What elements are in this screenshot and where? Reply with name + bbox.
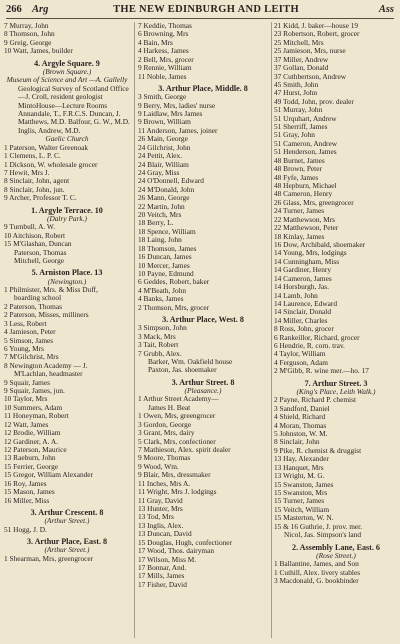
directory-entry: 17 Wood, Thos. dairyman (138, 546, 215, 556)
directory-entry: 7 Murray, John (4, 22, 49, 30)
directory-entry: 13 Tod, Mrs (138, 512, 174, 522)
directory-entry: 16 Miller, Miss (4, 495, 50, 505)
directory-entry: 49 Todd, John, prov. dealer (274, 96, 354, 106)
directory-entry: 25 Jamieson, Mrs, nurse (274, 46, 346, 56)
directory-entry: 47 Hurst, John (274, 88, 318, 98)
directory-entry: 15 Swanston, James (274, 479, 334, 489)
entry-continuation: Nicol, Jas. Simpson's land (284, 530, 362, 540)
directory-entry: 48 Hepburn, Michael (274, 181, 337, 191)
directory-entry: 10 Taylor, Mrs (4, 394, 48, 404)
column-3 (274, 22, 398, 640)
entry-continuation: Geological Survey of Scotland Office—J. Croll, resident geologist (18, 83, 129, 102)
directory-entry: 8 Thomson, John (4, 29, 55, 39)
directory-entry: 1 Owen, Mrs, greengrocer (138, 411, 216, 421)
directory-entry: 12 Watt, James (4, 419, 49, 429)
directory-entry: 15 Gregor, William Alexander (4, 470, 94, 480)
directory-entry: 48 Burnet, James (274, 155, 325, 165)
directory-entry: 4 Ferguson, Adam (274, 357, 328, 367)
directory-entry: 6 Rankeillor, Richard, grocer (274, 332, 360, 342)
directory-entry: 11 Honeyman, Robert (4, 411, 69, 421)
directory-entry: 16 Duncan, James (138, 252, 192, 262)
directory-entry: 13 Inglis, Alex. (138, 520, 184, 530)
directory-entry: 4 M'Beath, John (138, 285, 187, 295)
directory-entry: 4 Harkess, James (138, 46, 189, 56)
directory-entry: 24 Blair, William (138, 159, 189, 169)
directory-entry: 21 Kidd, J. baker—house 19 (274, 22, 359, 30)
directory-entry: 6 Geddes, Robert, baker (138, 277, 210, 287)
street-heading: 7. Arthur Street. 3 (304, 378, 368, 388)
directory-entry: 18 Kinlay, James (274, 231, 325, 241)
directory-entry: 2 Paterson, Thomas (4, 301, 62, 311)
directory-entry: 9 Squair, James, jun. (4, 386, 65, 396)
directory-entry: 9 Archer, Professor T. C. (4, 193, 77, 203)
directory-entry: 2 Thomson, Mrs, grocer (138, 302, 210, 312)
directory-entry: 3 Tait, Robert (138, 340, 179, 350)
directory-entry: 15 Turner, James (274, 496, 325, 506)
column-divider (134, 22, 135, 638)
directory-entry: 3 Less, Robert (4, 318, 47, 328)
directory-entry: 4 Banks, James (138, 294, 184, 304)
directory-entry: 7 Hewit, Mrs J. (4, 167, 50, 177)
entry-continuation: James H. Beat (148, 402, 191, 412)
street-subtitle: Museum of Science and Art —A. Gallelly (6, 75, 128, 85)
street-heading: 5. Arniston Place. 13 (31, 268, 103, 278)
street-subtitle: (Arthur Street.) (44, 545, 90, 555)
directory-entry: 3 Sandford, Daniel (274, 403, 330, 413)
directory-entry: 3 Macdonald, G. bookbinder (274, 575, 359, 585)
directory-entry: 13 Hanquet, Mrs (274, 462, 324, 472)
street-heading: 3. Arthur Place, East. 8 (26, 537, 108, 547)
directory-entry: 51 Cameron, Andrew (274, 138, 338, 148)
page-title: THE NEW EDINBURGH AND LEITH (113, 4, 299, 15)
directory-entry: 4 Jamieson, Peter (4, 327, 56, 337)
directory-entry: 10 Mercer, James (138, 260, 190, 270)
directory-entry: 24 M'Donald, John (138, 184, 195, 194)
directory-entry: 17 Mills, James (138, 571, 185, 581)
directory-entry: 51 Murray, John (274, 105, 323, 115)
directory-entry: 15 Masterton, W. N. (274, 513, 334, 523)
directory-entry: 9 Moore, Thomas (138, 453, 191, 463)
street-heading: 2. Assembly Lane, East. 6 (292, 542, 380, 552)
directory-entry: 37 Miller, Andrew (274, 54, 329, 64)
directory-entry: 9 Laidlaw, Mrs James (138, 109, 203, 118)
directory-entry: 1 Paterson, Walter Greenoak (4, 142, 89, 152)
directory-entry: 15 & 16 Guthrie, J. prov. mer. (274, 521, 363, 531)
directory-entry: 3 Smith, George (138, 92, 187, 102)
directory-entry: 11 Inches, Mrs A. (138, 478, 191, 488)
directory-entry: 22 Matthewson, Peter (274, 223, 339, 233)
directory-entry: 1 Cuthill, Alex. livery stables (274, 567, 361, 577)
directory-entry: 16 Dow, Archibald, shoemaker (274, 239, 366, 249)
street-subtitle: Gaelic Church (45, 134, 89, 144)
directory-entry: 26 Main, George (138, 134, 188, 144)
page-number: 266 (6, 4, 22, 15)
directory-entry: 7 Grubb, Alex. (138, 348, 182, 358)
directory-entry: 4 Moran, Thomas (274, 420, 327, 430)
street-subtitle: (King's Place, Leith Walk.) (296, 386, 376, 396)
directory-entry: 15 Veitch, William (274, 504, 330, 514)
directory-entry: 13 Raeburn, John (4, 453, 56, 463)
directory-entry: 11 Noble, James (138, 71, 187, 81)
directory-entry: 4 Taylor, William (274, 349, 326, 359)
directory-entry: 5 Johnston, W. M. (274, 429, 328, 439)
directory-entry: 13 Duncan, David (138, 529, 192, 539)
directory-entry: 9 Turnbull, A. W. (4, 222, 56, 232)
directory-entry: 9 Rennie, William (138, 63, 192, 73)
directory-entry: 24 O'Donnell, Edward (138, 176, 204, 186)
directory-entry: 14 Horsburgh, Jas. (274, 282, 329, 292)
street-heading: 3. Arthur Place, Middle. 8 (158, 83, 248, 93)
directory-entry: 10 Payne, Edmund (138, 269, 194, 279)
street-subtitle: (Newington.) (47, 276, 87, 286)
directory-entry: 51 Gray, John (274, 130, 315, 140)
entry-continuation: M'Lachlan, headmaster (14, 369, 83, 379)
directory-entry: 13 Wright, M. G. (274, 471, 325, 481)
directory-entry: 9 Blair, Mrs, dressmaker (138, 470, 211, 480)
directory-entry: 51 Hogg, J. D. (4, 524, 47, 534)
street-subtitle: (Dalry Park.) (47, 213, 87, 223)
directory-entry: 18 Spence, William (138, 226, 196, 236)
column-2 (138, 22, 268, 640)
directory-entry: 2 M'Gibb, R. wine mer.—ho. 17 (274, 366, 369, 376)
directory-entry: 8 Sinclair, John, jun. (4, 184, 65, 194)
directory-entry: 3 Grant, Mrs, dairy (138, 428, 195, 438)
directory-entry: 2 Payne, Richard P. chemist (274, 395, 356, 405)
header-left-word: Arg (32, 4, 49, 15)
directory-entry: 14 Lamb, John (274, 290, 318, 300)
directory-entry: 20 Veitch, Mrs (138, 210, 182, 220)
directory-entry: 51 Sherriff, James (274, 122, 328, 132)
street-heading: 3. Arthur Crescent. 8 (30, 507, 104, 517)
directory-entry: 1 Shearman, Mrs, greengrocer (4, 553, 94, 563)
directory-entry: 11 Gray, David (138, 495, 183, 505)
directory-entry: 24 Gray, Miss (138, 167, 180, 177)
street-heading: 1. Argyle Terrace. 10 (31, 205, 103, 215)
column-divider (271, 22, 272, 638)
header-right-word: Ass (378, 4, 394, 15)
directory-entry: 14 Young, Mrs, lodgings (274, 248, 347, 258)
directory-entry: 13 Hunter, Mrs (138, 503, 183, 513)
street-subtitle: (Brown Square.) (42, 66, 92, 76)
street-subtitle: (Pleasance.) (184, 386, 222, 396)
directory-entry: 15 Swanston, Mrs (274, 487, 328, 497)
directory-entry: 2 Paterson, Misses, milliners (4, 310, 89, 320)
directory-entry: 12 Paterson, Maurice (4, 445, 67, 455)
directory-entry: 23 Robertson, Robert, grocer (274, 29, 360, 39)
directory-entry: 18 Berry, L. (138, 218, 174, 228)
directory-entry: 15 Douglas, Hugh, confectioner (138, 537, 233, 547)
directory-entry: 16 Roy, James (4, 478, 47, 488)
street-heading: 3. Arthur Place, West. 8 (162, 315, 244, 325)
street-heading: 4. Argyle Square. 9 (34, 58, 100, 68)
directory-entry: 4 Bain, Mrs (138, 37, 173, 47)
directory-entry: 48 Cameron, Henry (274, 189, 333, 199)
directory-entry: 9 Brown, William (138, 117, 191, 127)
directory-entry: 4 Shield, Richard (274, 412, 326, 422)
directory-entry: 26 Mann, George (138, 193, 190, 203)
directory-entry: 25 Mitchell, Mrs (274, 37, 324, 47)
directory-entry: 11 Anderson, James, joiner (138, 125, 218, 135)
directory-entry: 7 Keddie, Thomas (138, 22, 192, 30)
column-1 (4, 22, 130, 640)
directory-entry: 10 Summers, Adam (4, 402, 63, 412)
directory-entry: 48 Fyfe, James (274, 172, 319, 182)
directory-entry: 7 M'Gilchrist, Mrs (4, 352, 59, 362)
directory-entry: 14 Gardiner, Henry (274, 265, 332, 275)
directory-entry: 10 Aitchison, Robert (4, 230, 65, 240)
directory-entry: 3 Gordon, George (138, 419, 192, 429)
directory-entry: 17 Wilson, Miss M. (138, 554, 197, 564)
entry-continuation: Paterson, Thomas (14, 247, 67, 257)
directory-entry: 12 Brodie, William (4, 428, 61, 438)
directory-entry: 48 Brown, Peter (274, 164, 322, 174)
directory-entry: 5 Simson, James (4, 335, 54, 345)
directory-entry: 9 Wood, Wm. (138, 461, 179, 471)
directory-entry: 1 Philmister, Mrs. & Miss Duff, (4, 285, 98, 294)
directory-entry: 5 Clark, Mrs, confectioner (138, 436, 216, 446)
directory-entry: 10 Watt, James, builder (4, 46, 73, 56)
directory-entry: 37 Cuthbertson, Andrew (274, 71, 347, 81)
directory-entry: 24 Pettit, Alex. (138, 151, 183, 161)
directory-entry: 24 Turner, James (274, 206, 325, 216)
directory-entry: 6 Hendrie, R. corn. trav. (274, 341, 345, 351)
directory-entry: 8 Sinclair, John, agent (4, 176, 70, 186)
directory-entry: 9 Pike, R. chemist & druggist (274, 445, 362, 455)
directory-entry: 14 Cameron, James (274, 273, 332, 283)
directory-entry: 8 Sinclair, John (274, 437, 320, 447)
directory-entry: 15 M'Glashan, Duncan (4, 239, 72, 249)
street-subtitle: (Rose Street.) (316, 550, 356, 560)
street-subtitle: (Arthur Street.) (44, 516, 90, 526)
directory-entry: 37 Gollan, Donald (274, 63, 329, 73)
entry-continuation: boarding school (14, 293, 62, 303)
directory-entry: 15 Mason, James (4, 487, 55, 497)
directory-entry: 9 Squair, James (4, 377, 51, 387)
directory-entry: 11 Wright, Mrs J. lodgings (138, 487, 217, 497)
directory-entry: 7 Mathieson, Alex. spirit dealer (138, 445, 231, 455)
directory-entry: 45 Smith, John (274, 79, 319, 89)
directory-entry: 1 Ballantine, James, and Son (274, 559, 359, 569)
directory-entry: 3 Mack, Mrs (138, 331, 176, 341)
page-header (6, 4, 394, 19)
entry-continuation: Barker, Wm. Oakfield house (148, 357, 233, 367)
directory-entry: 6 Browning, Mrs (138, 29, 189, 39)
directory-entry: 14 Sinclair, Donald (274, 307, 332, 317)
directory-entry: 1 Dickson, W. wholesale grocer (4, 159, 98, 169)
directory-entry: 22 Martin, John (138, 201, 185, 211)
directory-entry: 3 Simpson, John (138, 323, 187, 333)
directory-entry: 51 Henderson, James (274, 147, 337, 157)
directory-entry: 9 Greig, George (4, 37, 52, 47)
directory-entry: 14 Miller, Charles (274, 315, 328, 325)
directory-entry: 13 Hay, Alexander (274, 454, 329, 464)
directory-entry: 8 Ross, John, grocer (274, 324, 334, 334)
directory-entry: 51 Urquhart, Andrew (274, 113, 337, 123)
directory-entry: 14 Cunningham, Miss (274, 256, 340, 266)
directory-entry: 9 Berry, Mrs, ladies' nurse (138, 100, 216, 110)
directory-entry: 17 Fisher, David (138, 579, 187, 589)
street-heading: 3. Arthur Street. 8 (171, 377, 235, 387)
directory-entry: 6 Young, Mrs (4, 343, 44, 353)
directory-entry: 18 Laing, John (138, 235, 182, 245)
directory-entry: 1 Arthur Street Academy— (138, 394, 219, 404)
entry-continuation: Paxton, Jas. shoemaker (148, 365, 217, 375)
entry-continuation: Mitchell, George (14, 255, 65, 265)
directory-entry: 18 Thomson, James (138, 243, 197, 253)
directory-entry: 1 Clemens, L. P. C. (4, 151, 61, 161)
directory-entry: 17 Bonnar, And. (138, 562, 187, 572)
directory-entry: 2 Bell, Mrs, grocer (138, 54, 194, 64)
directory-entry: 15 Ferrier, George (4, 461, 59, 471)
directory-entry: 26 Glass, Mrs, greengrocer (274, 197, 354, 207)
directory-entry: 14 Laurence, Edward (274, 298, 338, 308)
directory-entry: 22 Matthewson, Mrs (274, 214, 335, 224)
directory-entry: 12 Gardiner, A. A. (4, 436, 58, 446)
directory-entry: 8 Newington Academy — J. (4, 360, 88, 370)
directory-entry: 24 Gilchrist, John (138, 142, 191, 152)
entry-continuation: MintoHouse—Lecture Rooms Annandale, T., F.R.C.S. Duncan, J. Matthews, M.D. Balfour, G. W., M.D. Inglis, Andrew, M.D. (18, 100, 130, 135)
